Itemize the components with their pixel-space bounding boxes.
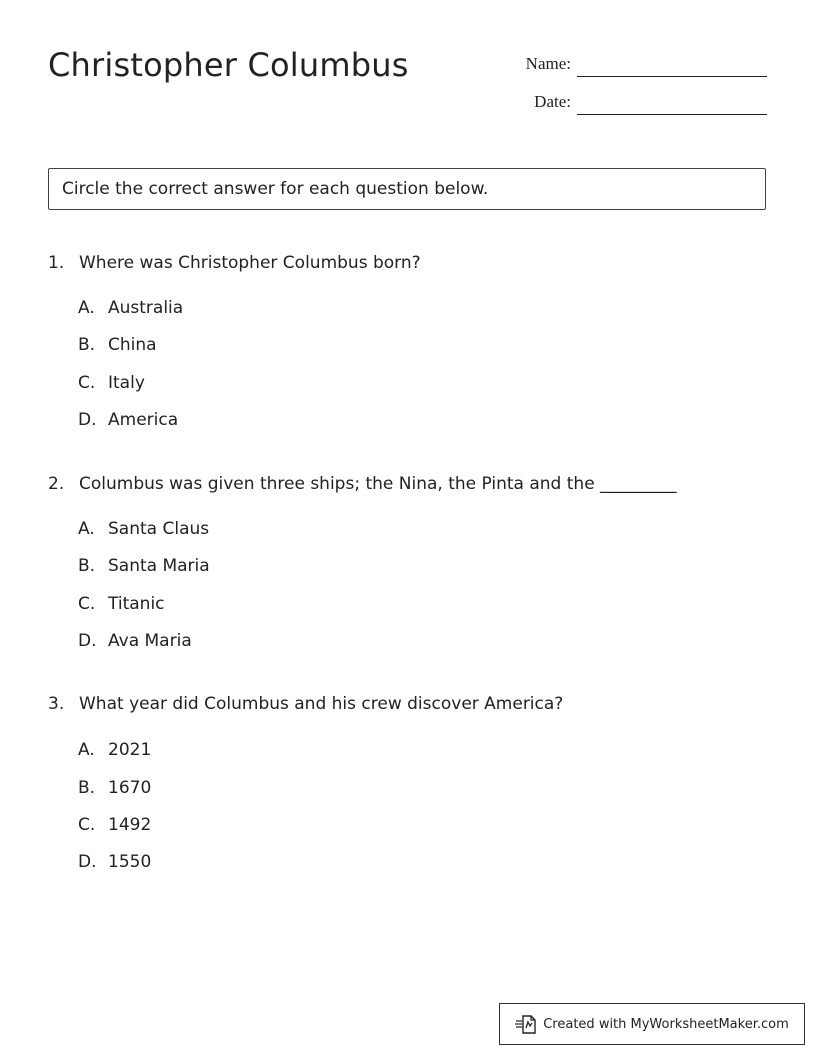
- name-field-line[interactable]: [577, 76, 767, 77]
- date-field-line[interactable]: [577, 114, 767, 115]
- option-text: 1492: [108, 815, 152, 835]
- option-letter: A.: [78, 740, 95, 760]
- option-text: Australia: [108, 298, 184, 318]
- option-letter: A.: [78, 519, 95, 539]
- question-text: Columbus was given three ships; the Nina, the Pinta and the _________: [79, 474, 677, 494]
- question-text: Where was Christopher Columbus born?: [79, 253, 421, 273]
- name-label-wrap: [450, 54, 571, 76]
- option-letter: D.: [78, 410, 97, 430]
- option-letter: A.: [78, 298, 95, 318]
- option-letter: D.: [78, 631, 97, 651]
- question-number: 2.: [48, 474, 65, 494]
- date-label: Date:: [534, 92, 571, 111]
- footer-text: Created with MyWorksheetMaker.com: [543, 1016, 789, 1032]
- option-text: Santa Maria: [108, 556, 210, 576]
- date-label-wrap: [450, 92, 571, 114]
- instructions-box: Circle the correct answer for each question below.: [48, 168, 766, 210]
- name-label: Name:: [525, 54, 571, 73]
- option-letter: C.: [78, 815, 96, 835]
- option-text: 1670: [108, 778, 152, 798]
- option-text: America: [108, 410, 179, 430]
- question-number: 3.: [48, 694, 65, 714]
- option-letter: B.: [78, 778, 96, 798]
- option-letter: C.: [78, 373, 96, 393]
- question-number: 1.: [48, 253, 65, 273]
- option-letter: B.: [78, 556, 96, 576]
- option-text: Italy: [108, 373, 145, 393]
- footer-badge[interactable]: [499, 1003, 805, 1045]
- option-letter: D.: [78, 852, 97, 872]
- option-text: Titanic: [108, 594, 165, 614]
- option-text: China: [108, 335, 157, 355]
- option-text: Ava Maria: [108, 631, 192, 651]
- worksheet-maker-logo-icon: [515, 1013, 537, 1035]
- option-text: 2021: [108, 740, 152, 760]
- option-text: 1550: [108, 852, 152, 872]
- worksheet-title: Christopher Columbus: [48, 46, 409, 84]
- option-text: Santa Claus: [108, 519, 210, 539]
- question-text: What year did Columbus and his crew discover America?: [79, 694, 564, 714]
- option-letter: C.: [78, 594, 96, 614]
- option-letter: B.: [78, 335, 96, 355]
